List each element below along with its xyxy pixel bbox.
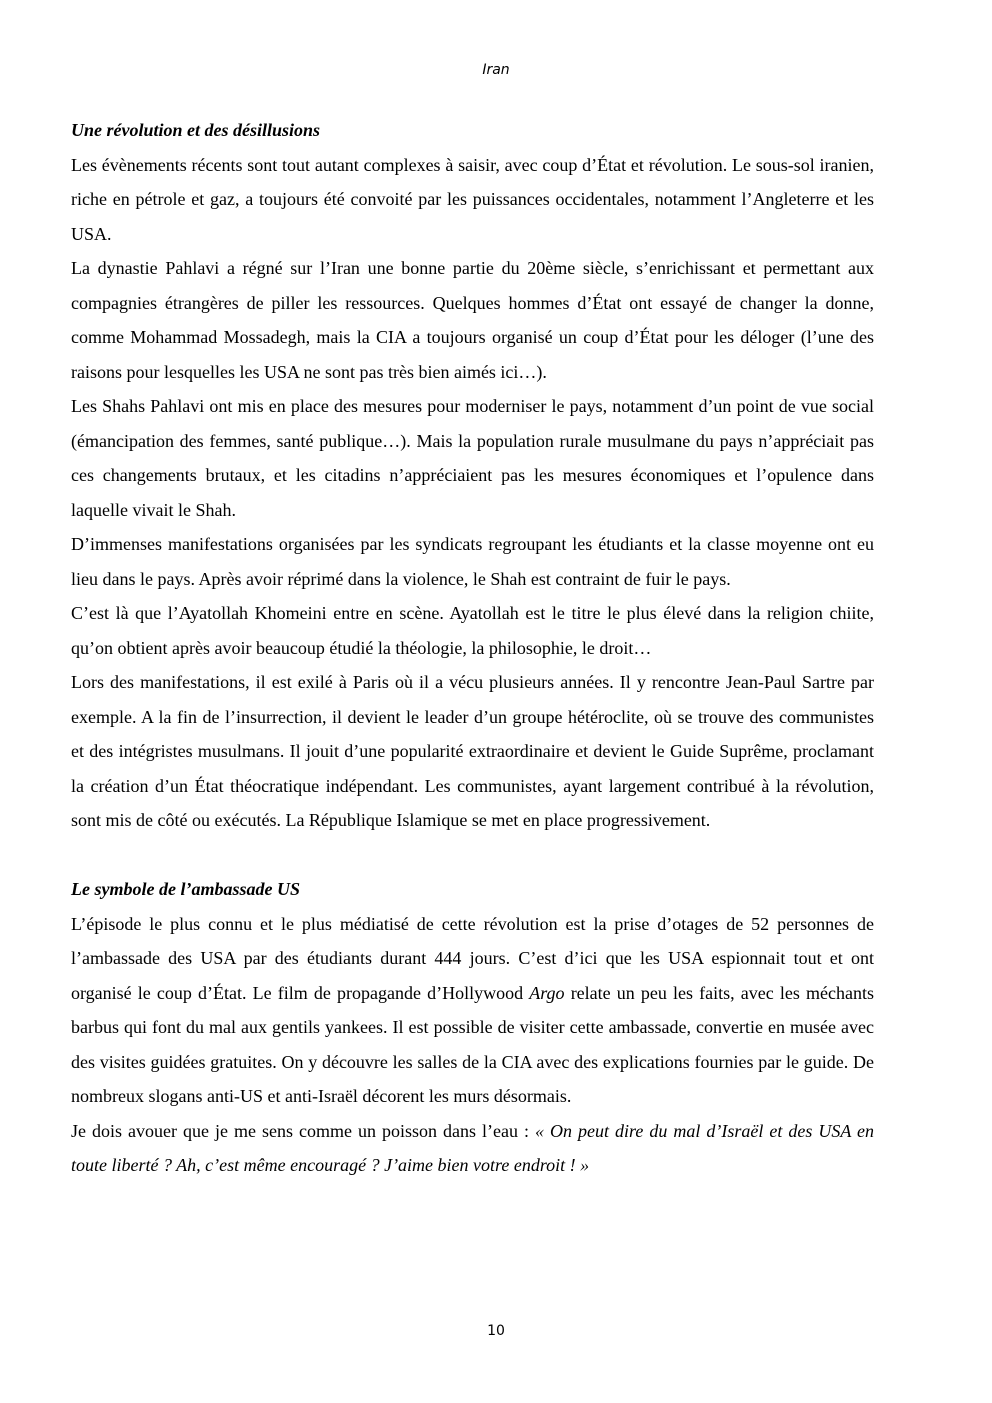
- section-heading: Une révolution et des désillusions: [71, 120, 321, 140]
- paragraph: La dynastie Pahlavi a régné sur l’Iran une bonne partie du 20ème siècle, s’enrichissant et permettant aux compagnies étrangères de piller les ressources. Quelques hommes d’État ont essayé de changer la donne, comme Mohammad Mossadegh, mais la CIA a toujours organisé un coup d’État pour les déloger (l’une des raisons pour lesquelles les USA ne sont pas très bien aimés ici…).: [71, 258, 874, 382]
- paragraph: Les Shahs Pahlavi ont mis en place des mesures pour moderniser le pays, notamment d’un point de vue social (émancipation des femmes, santé publique…). Mais la population rurale musulmane du pays n’appréciait pas ces changements brutaux, et les citadins n’appréciaient pas les mesures économiques et l’opulence dans laquelle vivait le Shah.: [71, 396, 874, 520]
- page-number: 10: [487, 1323, 505, 1339]
- paragraph: [71, 1114, 874, 1183]
- paragraph: D’immenses manifestations organisées par les syndicats regroupant les étudiants et la classe moyenne ont eu lieu dans le pays. Après avoir réprimé dans la violence, le Shah est contraint de fuir le pays.: [71, 534, 874, 589]
- section-heading: Le symbole de l’ambassade US: [71, 879, 300, 899]
- paragraph: [71, 907, 874, 1114]
- section-gap: [71, 838, 874, 873]
- quote: « On peut dire du mal d’Israël et des USA en toute liberté ? Ah, c’est même encouragé ? J’aime bien votre endroit ! »: [71, 1120, 874, 1175]
- film-title: Argo: [529, 982, 565, 1003]
- paragraph: C’est là que l’Ayatollah Khomeini entre en scène. Ayatollah est le titre le plus élevé dans la religion chiite, qu’on obtient après avoir beaucoup étudié la théologie, la philosophie, le droit…: [71, 603, 874, 658]
- text: relate un peu les faits, avec les méchants barbus qui font du mal aux gentils yankees. Il est possible de visiter cette ambassade, convertie en musée avec des visites guidées gratuites. On y découvre les salles de la CIA avec des explications fournies par le guide. De nombreux slogans anti-US et anti-Israël décorent les murs désormais.: [71, 982, 874, 1106]
- running-header: Iran: [482, 62, 510, 78]
- text: Je dois avouer que je me sens comme un poisson dans l’eau :: [71, 1120, 535, 1141]
- paragraph: Lors des manifestations, il est exilé à Paris où il a vécu plusieurs années. Il y rencontre Jean-Paul Sartre par exemple. A la fin de l’insurrection, il devient le leader d’un groupe hétéroclite, où se trouve des communistes et des intégristes musulmans. Il jouit d’une popularité extraordinaire et devient le Guide Suprême, proclamant la création d’un État théocratique indépendant. Les communistes, ayant largement contribué à la révolution, sont mis de côté ou exécutés. La République Islamique se met en place progressivement.: [71, 672, 874, 830]
- paragraph: Les évènements récents sont tout autant complexes à saisir, avec coup d’État et révolution. Le sous-sol iranien, riche en pétrole et gaz, a toujours été convoité par les puissances occidentales, notamment l’Angleterre et les USA.: [71, 154, 874, 244]
- text: L’épisode le plus connu et le plus médiatisé de cette révolution est la prise d’otages de 52 personnes de l’ambassade des USA par des étudiants durant 444 jours. C’est d’ici que les USA espionnait tout et ont organisé le coup d’État. Le film de propagande d’Hollywood: [71, 913, 874, 1003]
- page-body: [71, 113, 874, 1183]
